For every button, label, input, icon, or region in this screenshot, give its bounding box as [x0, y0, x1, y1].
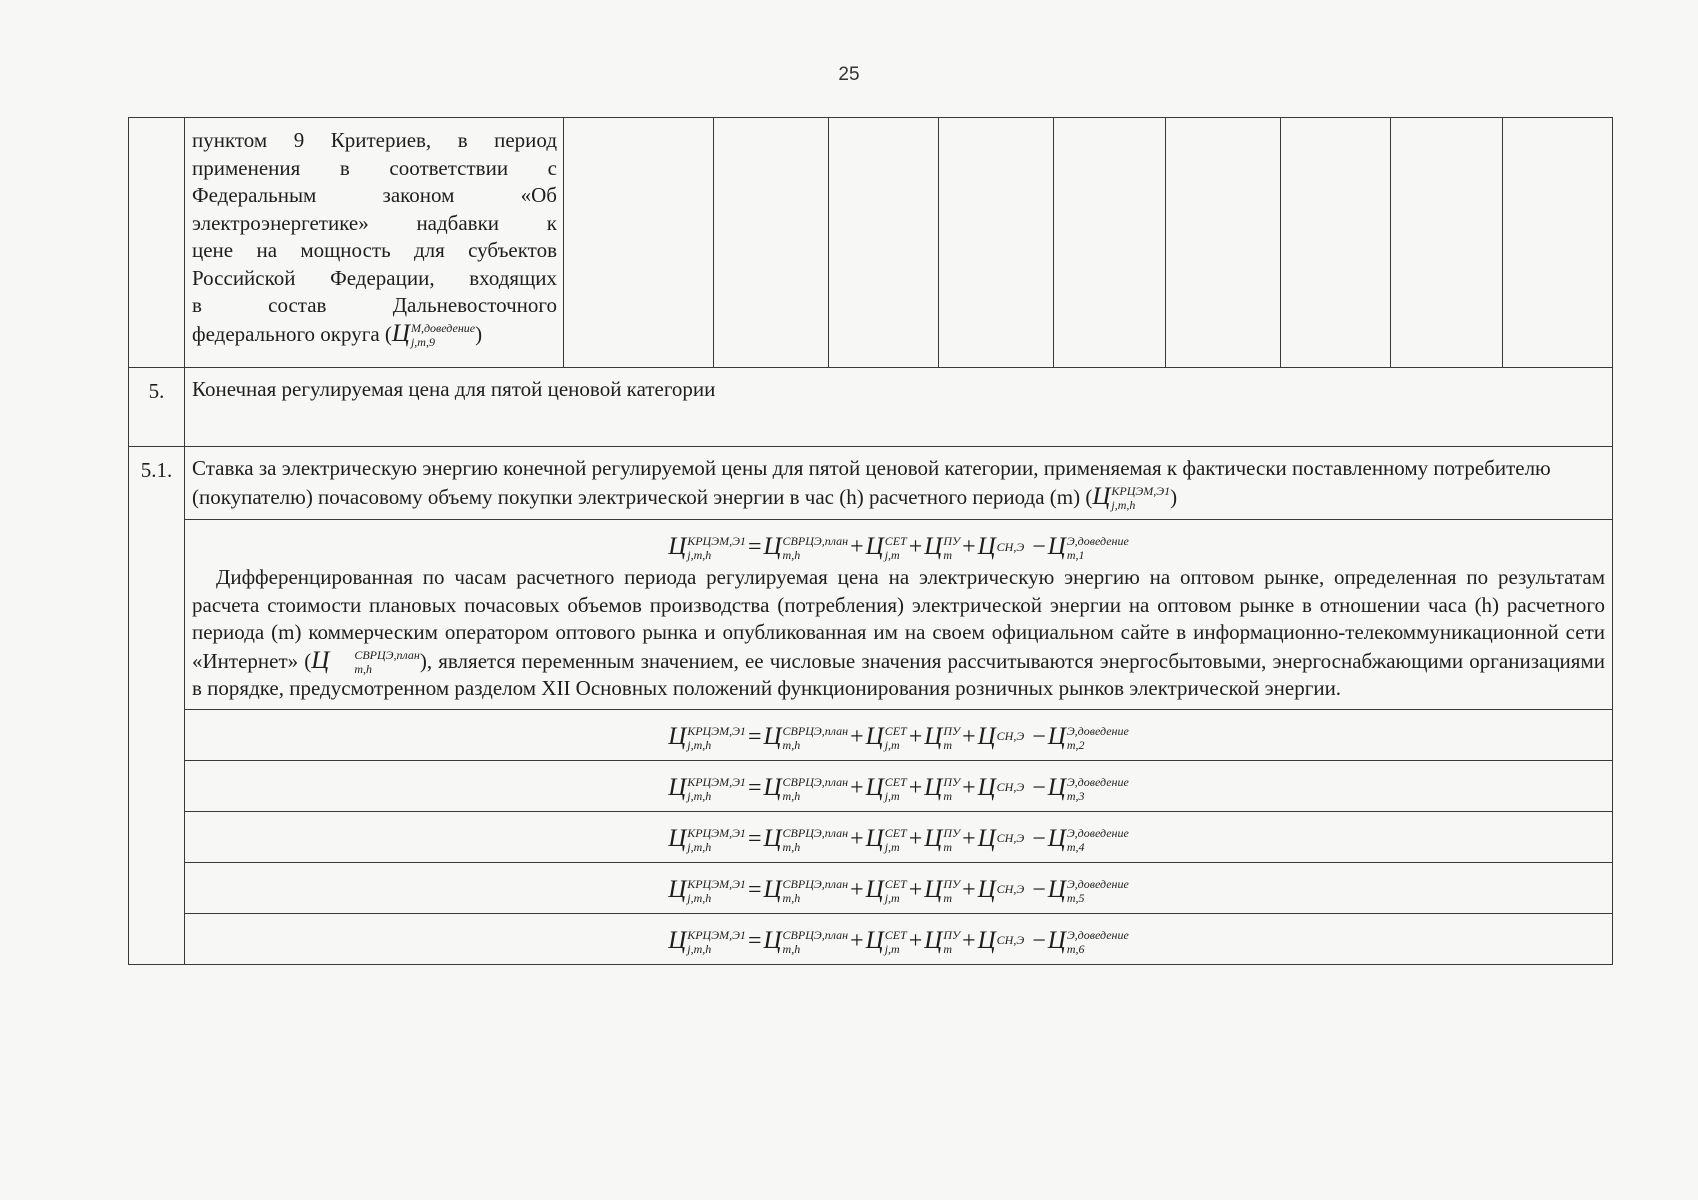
formula-term — [943, 825, 961, 854]
formula-operator: = — [747, 927, 762, 954]
formula-operator: = — [747, 723, 762, 750]
empty-value-cell — [1503, 118, 1613, 368]
formula-subscript: m,2 — [1066, 737, 1085, 752]
formula-operator: + — [962, 825, 976, 852]
price-symbol: Ц — [977, 722, 996, 750]
price-symbol: Ц — [391, 319, 410, 347]
formula-cell — [185, 862, 1613, 913]
formula-cell — [185, 811, 1613, 862]
price-symbol: Ц — [1047, 773, 1066, 801]
formula-subscript: m — [943, 788, 952, 803]
formula-operator: + — [850, 876, 864, 903]
formula-term — [1066, 723, 1129, 752]
formula-superscript: ПУ — [943, 774, 961, 789]
formula-operator: − — [1032, 774, 1046, 801]
price-symbol: Ц — [924, 533, 943, 561]
formula-term — [997, 782, 1025, 796]
formula-subscript: m — [943, 890, 952, 905]
criteria-line: электроэнергетике» надбавки к — [192, 210, 557, 235]
formula-subscript: m,3 — [1066, 788, 1085, 803]
formula-subscript: m,h — [782, 839, 801, 854]
price-symbol: Ц — [763, 875, 782, 903]
price-symbol: Ц — [977, 533, 996, 561]
formula-superscript: Э,доведение — [1066, 723, 1129, 738]
formula-superscript: СВРЦЭ,план — [782, 927, 849, 942]
formula-subscript: m,6 — [1066, 941, 1085, 956]
criteria-line: пунктом 9 Критериев, в период — [192, 128, 557, 152]
section-number: 5.1. — [129, 447, 185, 965]
formula-operator: − — [1032, 825, 1046, 852]
price-symbol: Ц — [865, 824, 884, 852]
section-5-1-row — [129, 447, 1613, 520]
empty-value-cell — [829, 118, 939, 368]
rate-text-suffix: ) — [1170, 484, 1178, 509]
formula-term — [782, 876, 849, 905]
criteria-line: применения в соответствии с — [192, 155, 557, 180]
formula-term — [884, 876, 907, 905]
price-symbol: Ц — [865, 533, 884, 561]
formula-operator: = — [747, 825, 762, 852]
price-symbol: Ц — [977, 875, 996, 903]
formula-subscript: j,m — [884, 941, 900, 956]
price-formula — [192, 822, 1605, 856]
criteria-line: Российской Федерации, входящих — [192, 265, 557, 290]
formula-subscript: j,m,h — [687, 548, 712, 563]
formula-operator: + — [850, 927, 864, 954]
formula-term — [1066, 774, 1129, 803]
formula-superscript: СВРЦЭ,план — [782, 876, 849, 891]
price-symbol: Ц — [977, 824, 996, 852]
formula-term — [884, 723, 907, 752]
formula-superscript: СЕТ — [884, 534, 907, 549]
formula-operator: + — [850, 825, 864, 852]
price-symbol: Ц — [1047, 722, 1066, 750]
price-symbol: Ц — [1047, 533, 1066, 561]
formula-operator: = — [747, 876, 762, 903]
formula-operator: + — [908, 825, 923, 852]
formula-operator: + — [908, 876, 923, 903]
formula-superscript: СВРЦЭ,план — [782, 774, 849, 789]
formula-operator: + — [908, 774, 923, 801]
formula-term — [997, 935, 1025, 949]
formula-operator: = — [747, 534, 762, 561]
formula-subscript: j,m,h — [687, 941, 712, 956]
formula-operator: − — [1032, 876, 1046, 903]
description-text: Дифференцированная по часам расчетного периода регулируемая цена на электрическую энергию на оптовом рынке, определенная по результатам расчета стоимости плановых почасовых объемов производства (потребления) электрической энергии на оптовом рынке в отношении часа (h) расчетного периода (m) коммерческим оператором оптового рынка и опубликованная им на своем официальном сайте в информационно-телекоммуникационной сети «Интернет» ( — [192, 565, 1605, 673]
price-symbol: Ц — [763, 824, 782, 852]
formula-subscript: j,m — [884, 737, 900, 752]
formula-term — [996, 539, 1025, 556]
formula-operator: + — [908, 534, 923, 561]
symbol-subscript: j,m,h — [1111, 498, 1136, 513]
formula-superscript: Э,доведение — [1066, 825, 1129, 840]
formula-term — [782, 825, 849, 854]
formula-superscript: КРЦЭМ,Э1 — [687, 876, 746, 891]
formula-superscript: СН,Э — [996, 729, 1025, 744]
formula-operator: − — [1032, 927, 1046, 954]
symbol-superscript: КРЦЭМ,Э1 — [1111, 484, 1171, 499]
formula-term — [1066, 825, 1129, 854]
formula-superscript: СЕТ — [884, 723, 907, 738]
formula-term — [782, 927, 849, 956]
formula-superscript: Э,доведение — [1066, 774, 1129, 789]
formula-operator: + — [850, 534, 864, 561]
formula-term — [1067, 536, 1129, 561]
price-formula — [192, 873, 1605, 907]
formula-subscript: m — [943, 737, 952, 752]
formula-superscript: КРЦЭМ,Э1 — [687, 825, 746, 840]
price-symbol: Ц — [865, 773, 884, 801]
price-symbol: Ц — [1047, 824, 1066, 852]
empty-value-cell — [1054, 118, 1166, 368]
empty-value-cell — [1281, 118, 1391, 368]
price-symbol: Ц — [668, 533, 687, 561]
formula-operator: + — [850, 774, 864, 801]
price-symbol: Ц — [977, 926, 996, 954]
formula-superscript: СЕТ — [884, 825, 907, 840]
empty-value-cell — [1166, 118, 1281, 368]
formula-term — [943, 774, 961, 803]
formula-row — [129, 811, 1613, 862]
formula-term — [943, 723, 961, 752]
formula-lhs — [687, 876, 746, 905]
formula-superscript: СН,Э — [996, 933, 1025, 948]
formula-subscript: j,m — [884, 548, 900, 563]
criteria-last-text: федерального округа ( — [192, 321, 392, 346]
formula-row — [129, 862, 1613, 913]
formula-subscript: m — [943, 941, 952, 956]
formula-superscript: СЕТ — [884, 927, 907, 942]
formula-superscript: СВРЦЭ,план — [782, 534, 849, 549]
formula-superscript: ПУ — [943, 534, 961, 549]
formula-term — [1066, 876, 1129, 905]
formula-subscript: j,m — [884, 890, 900, 905]
formula-subscript: m,h — [782, 941, 801, 956]
price-symbol: Ц — [311, 646, 330, 674]
tariff-table — [128, 117, 1613, 965]
formula-superscript: КРЦЭМ,Э1 — [687, 723, 746, 738]
formula-row — [129, 709, 1613, 760]
price-symbol: Ц — [865, 722, 884, 750]
formula-term — [884, 927, 907, 956]
formula-operator: = — [747, 774, 762, 801]
price-symbol: Ц — [924, 926, 943, 954]
price-symbol: Ц — [865, 926, 884, 954]
formula-lhs — [687, 723, 746, 752]
criteria-last-line — [192, 320, 557, 349]
criteria-num-cell — [129, 118, 185, 368]
price-symbol: Ц — [763, 773, 782, 801]
formula-superscript: Э,доведение — [1066, 927, 1129, 942]
formula-subscript: m,4 — [1066, 839, 1085, 854]
price-symbol: Ц — [668, 926, 687, 954]
description-text: ), является переменным значением, ее числовые значения рассчитываются энергосбытовыми, энергоснабжающими организациями в порядке, предусмотренном разделом XII Основных положений функционирования розничных рынков электрической энергии. — [192, 648, 1605, 701]
price-symbol: Ц — [763, 722, 782, 750]
rate-text: Ставка за электрическую энергию конечной регулируемой цены для пятой ценовой категории, применяемая к фактически поставленному потребителю (покупателю) почасовому объему покупки электрической энергии в час (h) расчетного периода (m) ( — [192, 456, 1551, 509]
price-formula — [192, 924, 1605, 958]
section-5-row — [129, 368, 1613, 447]
formula-operator: + — [962, 927, 976, 954]
formula-term — [997, 884, 1025, 898]
empty-value-cell — [939, 118, 1054, 368]
formula-subscript: m — [943, 839, 952, 854]
empty-value-cell — [1391, 118, 1503, 368]
formula-superscript: КРЦЭМ,Э1 — [687, 534, 746, 549]
symbol-superscript: М,доведение — [410, 321, 476, 336]
formula-lhs — [687, 825, 746, 854]
price-symbol: Ц — [865, 875, 884, 903]
price-symbol: Ц — [1047, 926, 1066, 954]
criteria-last-suffix: ) — [475, 321, 483, 346]
price-formula — [192, 771, 1605, 805]
formula-operator: + — [908, 927, 923, 954]
price-symbol: Ц — [977, 773, 996, 801]
empty-value-cell — [714, 118, 829, 368]
criteria-line: Федеральным законом «Об — [192, 183, 557, 207]
price-symbol: Ц — [924, 722, 943, 750]
formula-subscript: m,h — [782, 737, 801, 752]
formula-operator: − — [1032, 534, 1046, 561]
formula-subscript: m — [943, 548, 952, 563]
price-symbol: Ц — [924, 824, 943, 852]
price-symbol: Ц — [668, 824, 687, 852]
formula-term — [943, 927, 961, 956]
formula-superscript: СН,Э — [996, 831, 1025, 846]
formula-superscript: СЕТ — [884, 774, 907, 789]
price-symbol: Ц — [668, 875, 687, 903]
criteria-row — [129, 118, 1613, 368]
formula-subscript: m,5 — [1066, 890, 1085, 905]
formula-superscript: СН,Э — [996, 539, 1025, 554]
price-formula — [192, 530, 1605, 564]
formula-cell — [185, 520, 1613, 710]
symbol-subscript: j,m,9 — [410, 335, 435, 350]
price-symbol: Ц — [924, 773, 943, 801]
formula-term — [997, 833, 1025, 847]
formula-superscript: СВРЦЭ,план — [782, 825, 849, 840]
formula-operator: − — [1032, 723, 1046, 750]
formula-superscript: КРЦЭМ,Э1 — [687, 927, 746, 942]
criteria-line: в состав Дальневосточного — [192, 293, 557, 317]
formula-term — [997, 731, 1025, 745]
formula-subscript: m,h — [782, 548, 801, 563]
price-symbol: Ц — [763, 533, 782, 561]
formula-row — [129, 913, 1613, 964]
section-description — [185, 447, 1613, 520]
symbol-subscript: m,h — [354, 662, 373, 677]
formula-superscript: Э,доведение — [1066, 876, 1129, 891]
formula-term — [943, 536, 960, 561]
formula-subscript: j,m,h — [687, 788, 712, 803]
price-symbol: Ц — [763, 926, 782, 954]
formula-cell — [185, 913, 1613, 964]
formula-subscript: j,m,h — [687, 890, 712, 905]
formula-term — [1066, 927, 1129, 956]
formula-row — [129, 520, 1613, 710]
formula-operator: + — [962, 774, 976, 801]
symbol-superscript: СВРЦЭ,план — [354, 648, 420, 663]
formula-superscript: ПУ — [943, 825, 961, 840]
formula-subscript: m,1 — [1066, 548, 1085, 563]
formula-operator: + — [962, 723, 976, 750]
formula-subscript: j,m — [884, 839, 900, 854]
page-number: 25 — [838, 64, 860, 85]
formula-lhs — [687, 536, 746, 561]
formula-row — [129, 760, 1613, 811]
formula-term — [783, 536, 849, 561]
formula-operator: + — [850, 723, 864, 750]
formula-term — [884, 825, 907, 854]
formula-subscript: j,m,h — [687, 839, 712, 854]
price-symbol: Ц — [1092, 482, 1111, 510]
criteria-line: цене на мощность для субъектов — [192, 238, 557, 262]
formula-superscript: СЕТ — [884, 876, 907, 891]
formula-description — [192, 564, 1605, 703]
formula-superscript: СН,Э — [996, 882, 1025, 897]
formula-term — [782, 774, 849, 803]
formula-subscript: m,h — [782, 788, 801, 803]
formula-subscript: m,h — [782, 890, 801, 905]
empty-value-cell — [564, 118, 714, 368]
formula-superscript: СН,Э — [996, 780, 1025, 795]
formula-superscript: ПУ — [943, 723, 961, 738]
formula-operator: + — [962, 534, 976, 561]
price-symbol: Ц — [924, 875, 943, 903]
formula-superscript: СВРЦЭ,план — [782, 723, 849, 738]
formula-lhs — [687, 927, 746, 956]
price-symbol: Ц — [668, 773, 687, 801]
formula-superscript: ПУ — [943, 876, 961, 891]
formula-term — [943, 876, 961, 905]
formula-superscript: Э,доведение — [1066, 534, 1129, 549]
formula-lhs — [687, 774, 746, 803]
formula-operator: + — [962, 876, 976, 903]
formula-term — [782, 723, 849, 752]
formula-term — [885, 536, 907, 561]
criteria-text-cell — [185, 118, 564, 368]
formula-superscript: ПУ — [943, 927, 961, 942]
formula-operator: + — [908, 723, 923, 750]
formula-term — [884, 774, 907, 803]
formula-subscript: j,m — [884, 788, 900, 803]
section-number: 5. — [129, 368, 185, 447]
price-symbol: Ц — [668, 722, 687, 750]
price-formula — [192, 720, 1605, 754]
formula-cell — [185, 709, 1613, 760]
price-symbol: Ц — [1047, 875, 1066, 903]
formula-cell — [185, 760, 1613, 811]
formula-subscript: j,m,h — [687, 737, 712, 752]
section-title: Конечная регулируемая цена для пятой ценовой категории — [185, 368, 1613, 447]
formula-superscript: КРЦЭМ,Э1 — [687, 774, 746, 789]
